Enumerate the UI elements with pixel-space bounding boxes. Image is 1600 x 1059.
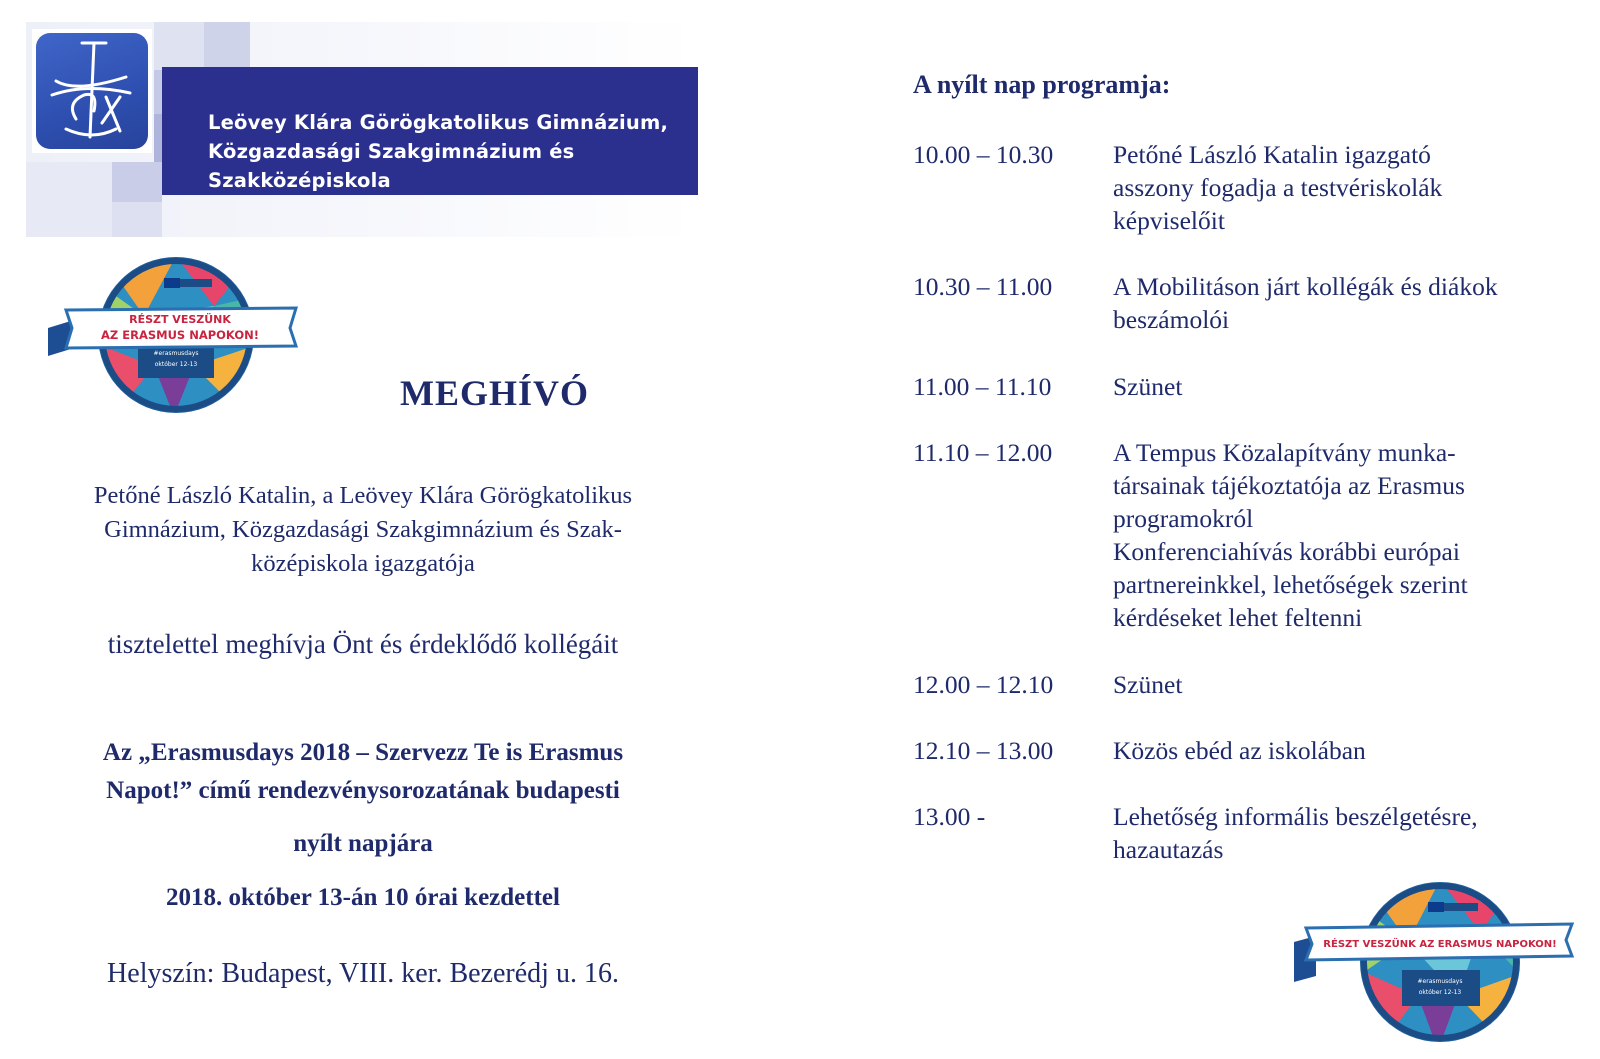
program-title: A nyílt nap programja: — [913, 70, 1171, 99]
program-time: 10.00 – 10.30 — [913, 140, 1054, 169]
erasmus-days-badge — [44, 256, 304, 416]
program-description: A Tempus Közalapítvány munka- társainak tájékoztatója az Erasmus programokról Konferenciahívás korábbi európai partnereinkkel, lehetőségek szerint kérdéseket lehet feltenni — [1113, 438, 1468, 632]
erasmus-days-badge-small — [1290, 880, 1580, 1050]
badge-banner-line: RÉSZT VESZÜNK — [129, 313, 231, 326]
badge-date: október 12-13 — [154, 361, 198, 368]
school-name-line: Szakközépiskola — [208, 169, 391, 192]
badge-hashtag: #erasmusdays — [1417, 978, 1463, 985]
school-name — [208, 108, 688, 195]
program-time: 13.00 - — [913, 802, 986, 831]
invites-line: tisztelettel meghívja Önt és érdeklődő kollégáit — [107, 629, 619, 659]
school-cross-logo-icon — [36, 33, 148, 149]
school-logo — [32, 29, 152, 153]
program-time: 12.10 – 13.00 — [913, 736, 1054, 765]
program-time: 10.30 – 11.00 — [913, 272, 1053, 301]
invitation-title: MEGHÍVÓ — [400, 373, 590, 413]
open-day-label: nyílt napjára — [293, 830, 433, 857]
event-location: Helyszín: Budapest, VIII. ker. Bezerédj u. 16. — [107, 958, 619, 989]
program-description: Szünet — [1113, 670, 1183, 699]
badge-banner-line: RÉSZT VESZÜNK AZ ERASMUS NAPOKON! — [1323, 939, 1557, 950]
badge-hashtag: #erasmusdays — [153, 350, 199, 357]
school-name-line: Leövey Klára Görögkatolikus Gimnázium, — [208, 111, 669, 134]
program-time: 12.00 – 12.10 — [913, 670, 1054, 699]
erasmus-badge-graphic — [44, 256, 304, 416]
erasmus-badge-graphic — [1290, 880, 1580, 1050]
badge-date: október 12-13 — [1418, 989, 1462, 996]
program-time: 11.00 – 11.10 — [913, 372, 1052, 401]
event-name — [30, 734, 696, 810]
inviter-line: Gimnázium, Közgazdasági Szakgimnázium és Szak- — [104, 516, 622, 543]
program-time: 11.10 – 12.00 — [913, 438, 1053, 467]
event-date: 2018. október 13-án 10 órai kezdettel — [166, 884, 560, 911]
inviter-line: középiskola igazgatója — [251, 550, 475, 577]
program-description: A Mobilitáson járt kollégák és diákok beszámolói — [1113, 272, 1498, 334]
badge-banner-line: AZ ERASMUS NAPOKON! — [101, 328, 259, 342]
program-description: Petőné László Katalin igazgató asszony fogadja a testvériskolák képviselőit — [1113, 140, 1443, 235]
program-description: Közös ebéd az iskolában — [1113, 736, 1366, 765]
inviter-paragraph — [30, 479, 696, 581]
inviter-line: Petőné László Katalin, a Leövey Klára Görögkatolikus — [93, 482, 633, 509]
program-description: Szünet — [1113, 372, 1183, 401]
event-name-line: Napot!” című rendezvénysorozatának budapesti — [106, 777, 620, 804]
event-name-line: Az „Erasmusdays 2018 – Szervezz Te is Erasmus — [102, 739, 624, 766]
program-description: Lehetőség informális beszélgetésre, hazautazás — [1113, 802, 1478, 864]
school-header — [26, 22, 698, 237]
school-name-line: Közgazdasági Szakgimnázium és — [208, 140, 575, 163]
